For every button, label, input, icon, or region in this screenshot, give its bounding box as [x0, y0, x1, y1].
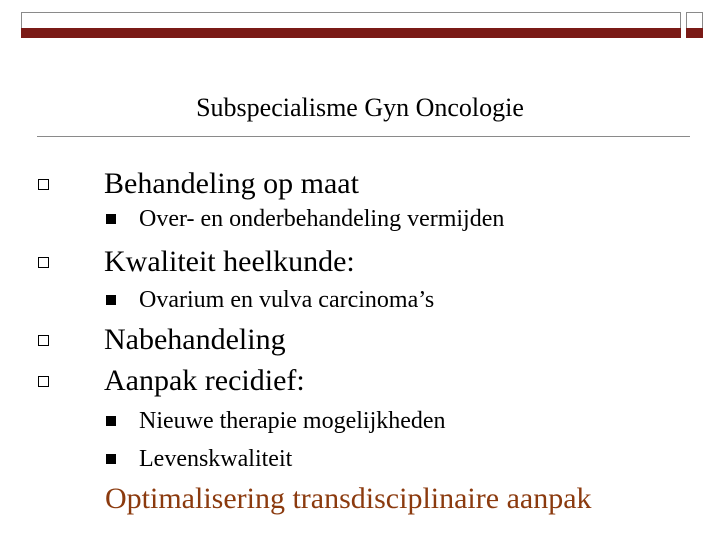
bullet-item [38, 167, 359, 201]
title-divider [37, 136, 690, 137]
bullet-item [38, 323, 286, 357]
filled-square-bullet-icon [106, 214, 116, 224]
sub-bullet-text: Ovarium en vulva carcinoma’s [139, 287, 435, 313]
corner-ornament-bar [686, 28, 703, 38]
top-banner-bar [21, 28, 681, 38]
slide-title: Subspecialisme Gyn Oncologie [196, 93, 524, 122]
sub-bullet-item [106, 407, 446, 435]
filled-square-bullet-icon [106, 416, 116, 426]
sub-bullet-text: Nieuwe therapie mogelijkheden [139, 408, 446, 434]
filled-square-bullet-icon [106, 454, 116, 464]
bullet-item [38, 245, 355, 279]
hollow-square-bullet-icon [38, 179, 49, 190]
hollow-square-bullet-icon [38, 376, 49, 387]
sub-bullet-item [106, 445, 292, 473]
bullet-item [38, 364, 305, 398]
bullet-text: Kwaliteit heelkunde: [104, 245, 355, 278]
closing-statement: Optimalisering transdisciplinaire aanpak [105, 482, 592, 515]
bullet-text: Behandeling op maat [104, 167, 359, 200]
filled-square-bullet-icon [106, 295, 116, 305]
sub-bullet-text: Levenskwaliteit [139, 446, 293, 472]
bullet-text: Aanpak recidief: [104, 364, 305, 397]
sub-bullet-item [106, 286, 434, 314]
bullet-text: Nabehandeling [104, 323, 286, 356]
hollow-square-bullet-icon [38, 257, 49, 268]
sub-bullet-text: Over- en onderbehandeling vermijden [139, 206, 505, 232]
hollow-square-bullet-icon [38, 335, 49, 346]
sub-bullet-item [106, 205, 504, 233]
